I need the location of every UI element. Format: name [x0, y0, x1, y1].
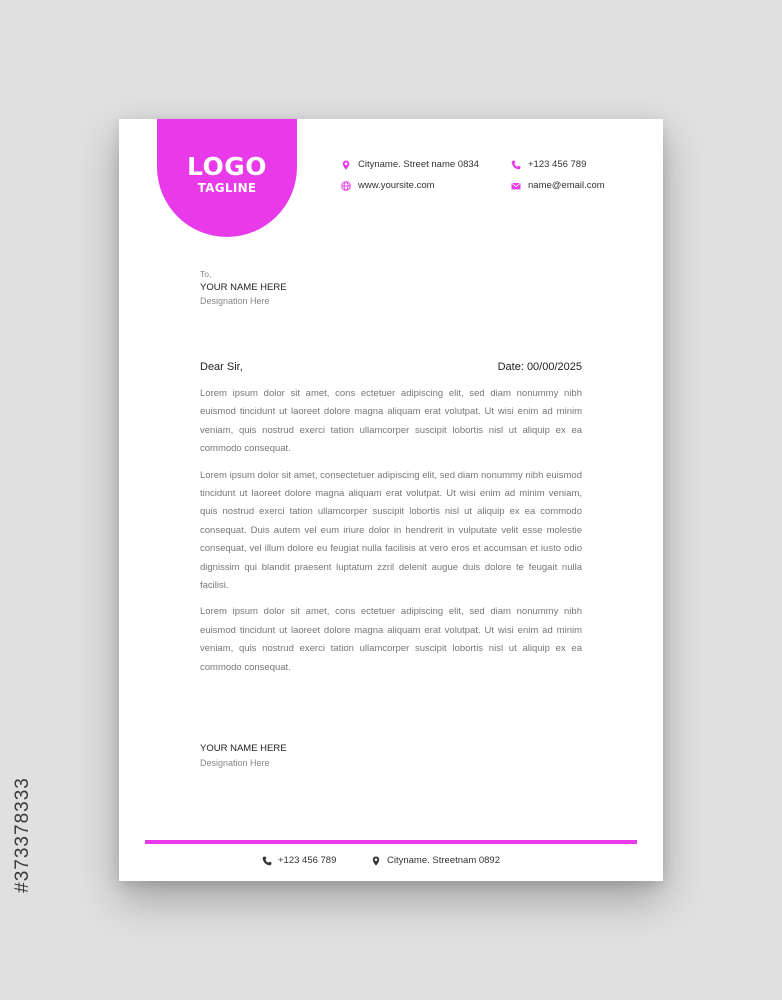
header-phone	[511, 159, 586, 170]
signature-block	[200, 742, 287, 770]
body-paragraph: Lorem ipsum dolor sit amet, cons ectetuer adipiscing elit, sed diam nonummy nibh euismod tincidunt ut laoreet dolore magna aliquam erat volutpat. Ut wisi enim ad minim veniam, quis nostrud exerci tation ullamcorper suscipit lobortis nisl ut aliquip ex ea commodo consequat.	[200, 606, 582, 673]
footer-address	[371, 855, 500, 866]
header-phone-text: +123 456 789	[528, 159, 587, 170]
phone-icon	[262, 856, 272, 866]
recipient-name: YOUR NAME HERE	[200, 282, 287, 293]
logo-text: LOGO	[186, 152, 268, 181]
header-website-text: www.yoursite.com	[358, 180, 435, 191]
logo-badge	[157, 119, 297, 237]
header-address-text: Cityname. Street name 0834	[358, 159, 479, 170]
footer-phone-text: +123 456 789	[278, 855, 337, 866]
footer-divider	[145, 840, 637, 844]
letterhead-page	[119, 119, 663, 881]
header-address	[341, 159, 479, 170]
footer-phone	[262, 855, 336, 866]
recipient-to: To,	[200, 269, 212, 279]
header-email-text: name@email.com	[528, 180, 605, 191]
location-pin-icon	[371, 856, 381, 866]
recipient-designation: Designation Here	[200, 296, 270, 306]
envelope-icon	[511, 181, 521, 191]
phone-icon	[511, 160, 521, 170]
globe-icon	[341, 181, 351, 191]
salutation: Dear Sir,	[200, 361, 243, 373]
stock-id-label	[10, 760, 36, 910]
recipient-block	[200, 268, 287, 308]
header-email	[511, 180, 605, 191]
signature-designation: Designation Here	[200, 758, 270, 768]
stock-id-text: #373378333	[12, 777, 34, 893]
header-website	[341, 180, 435, 191]
location-pin-icon	[341, 160, 351, 170]
body-paragraph: Lorem ipsum dolor sit amet, cons ectetuer adipiscing elit, sed diam nonummy nibh euismod tincidunt ut laoreet dolore magna aliquam erat volutpat. Ut wisi enim ad minim veniam, quis nostrud exerci tation ullamcorper suscipit lobortis nisl ut aliquip ex ea commodo consequat.	[200, 388, 582, 455]
signature-name: YOUR NAME HERE	[200, 743, 287, 754]
letter-date: Date: 00/00/2025	[497, 361, 582, 373]
body-paragraph: Lorem ipsum dolor sit amet, consectetuer adipiscing elit, sed diam nonummy nibh euismod tincidunt ut laoreet dolore magna aliquam erat volutpat. Ut wisi enim ad minim veniam, quis nostrud exerci tation ullamcorper suscipit lobortis nisl ut aliquip ex ea commodo consequat. Duis autem vel eum iriure dolor in hendrerit in vulputate velit esse molestie consequat, vel illum dolore eu feugiat nulla facilisis at vero eros et accumsan et iusto odio dignissim qui blandit praesent luptatum zzril delenit augue duis dolore te feugait nulla facilisi.	[200, 469, 582, 592]
letter-body	[200, 385, 582, 685]
footer-address-text: Cityname. Streetnam 0892	[387, 855, 501, 866]
logo-tagline: TAGLINE	[197, 181, 257, 195]
